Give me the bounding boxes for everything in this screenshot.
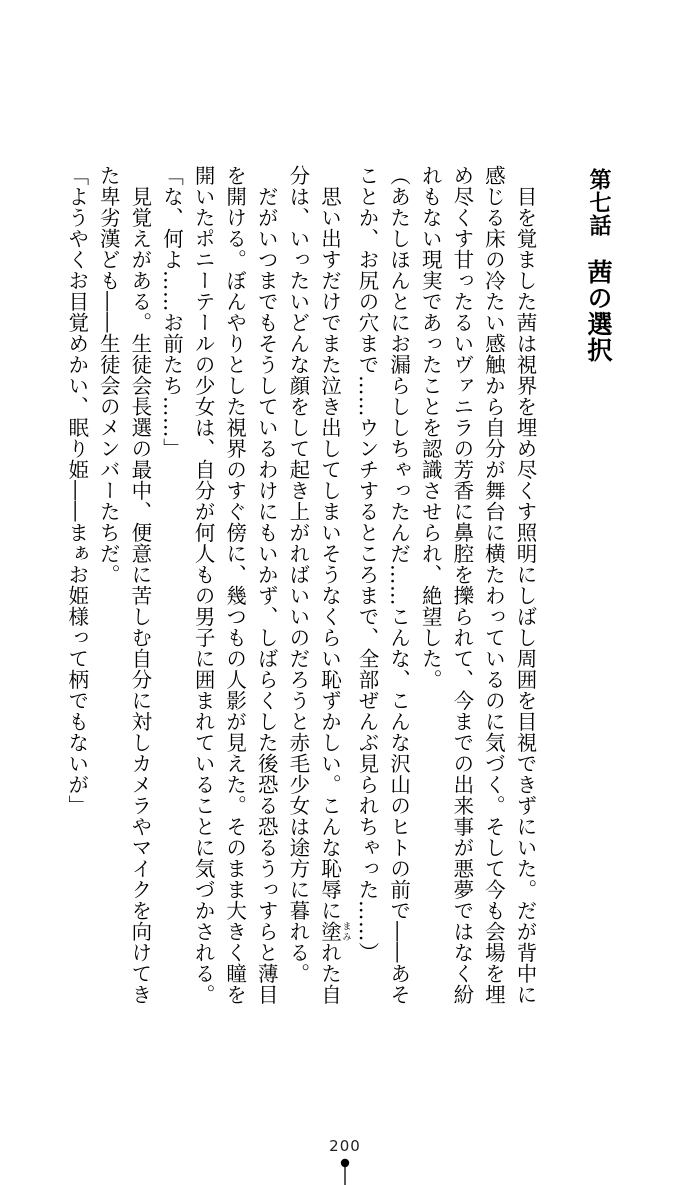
text-line: だがいつまでもそうしているわけにもいかず、しばらくした後恐る恐るうっすらと薄目: [254, 185, 279, 1005]
text-line: 「な、何よ……お前たち……」: [159, 165, 184, 459]
text-line: 見覚えがある。生徒会長選の最中、便意に苦しむ自分に対しカメラやマイクを向けてき: [127, 185, 152, 1005]
page-marker-icon: [340, 1158, 350, 1185]
body-text: [64, 165, 540, 1005]
page-number: 200: [329, 1137, 361, 1155]
text-line: を開ける。ぼんやりとした視界のすぐ傍に、幾つもの人影が見えた。そのまま大きく瞳を: [222, 165, 247, 1005]
text-line: た卑劣漢ども――生徒会のメンバーたちだ。: [96, 165, 121, 585]
text-line: （あたしほんとにお漏らししちゃったんだ……こんな、こんな沢山のヒトの前で――あそ: [386, 165, 411, 1005]
ruby-base: 塗: [317, 920, 342, 942]
text-line: ことか、お尻の穴まで……ウンチするところまで、全部ぜんぶ見られちゃった……）: [355, 165, 380, 963]
text-line: 「ようやくお目覚めかい、眠り姫――まぁお姫様って柄でもないが」: [64, 165, 89, 816]
text-line: め尽くす甘ったるいヴァニラの芳香に鼻腔を擽られて、今までの出来事が悪夢ではなく紛: [449, 165, 474, 1005]
chapter-heading: [578, 168, 618, 388]
text-line: 分は、いったいどんな顔をして起き上がればいいのだろうと赤毛少女は途方に暮れる。: [285, 165, 310, 984]
text-segment: 思い出すだけでまた泣き出してしまいそうなくらい恥ずかしい。こんな恥辱に: [317, 185, 342, 921]
text-segment: れた自: [317, 941, 342, 1005]
chapter-title: 茜の選択: [584, 259, 613, 363]
chapter-number: 第七話: [586, 168, 611, 237]
text-line-with-ruby: [313, 165, 351, 1005]
ruby-annotation: [317, 920, 351, 942]
text-line: 開いたポニーテールの少女は、自分が何人もの男子に囲まれていることに気づかされる。: [191, 165, 216, 1005]
text-line: 感じる床の冷たい感触から自分が舞台に横たわっているのに気づく。そして今も会場を埋: [481, 165, 506, 1005]
text-line: 目を覚ました茜は視界を埋め尽くす照明にしばし周囲を目視できずにいた。だが背中に: [513, 185, 537, 1005]
text-line: れもない現実であったことを認識させられ、絶望した。: [418, 165, 443, 690]
ruby-reading: まみ: [340, 920, 351, 942]
